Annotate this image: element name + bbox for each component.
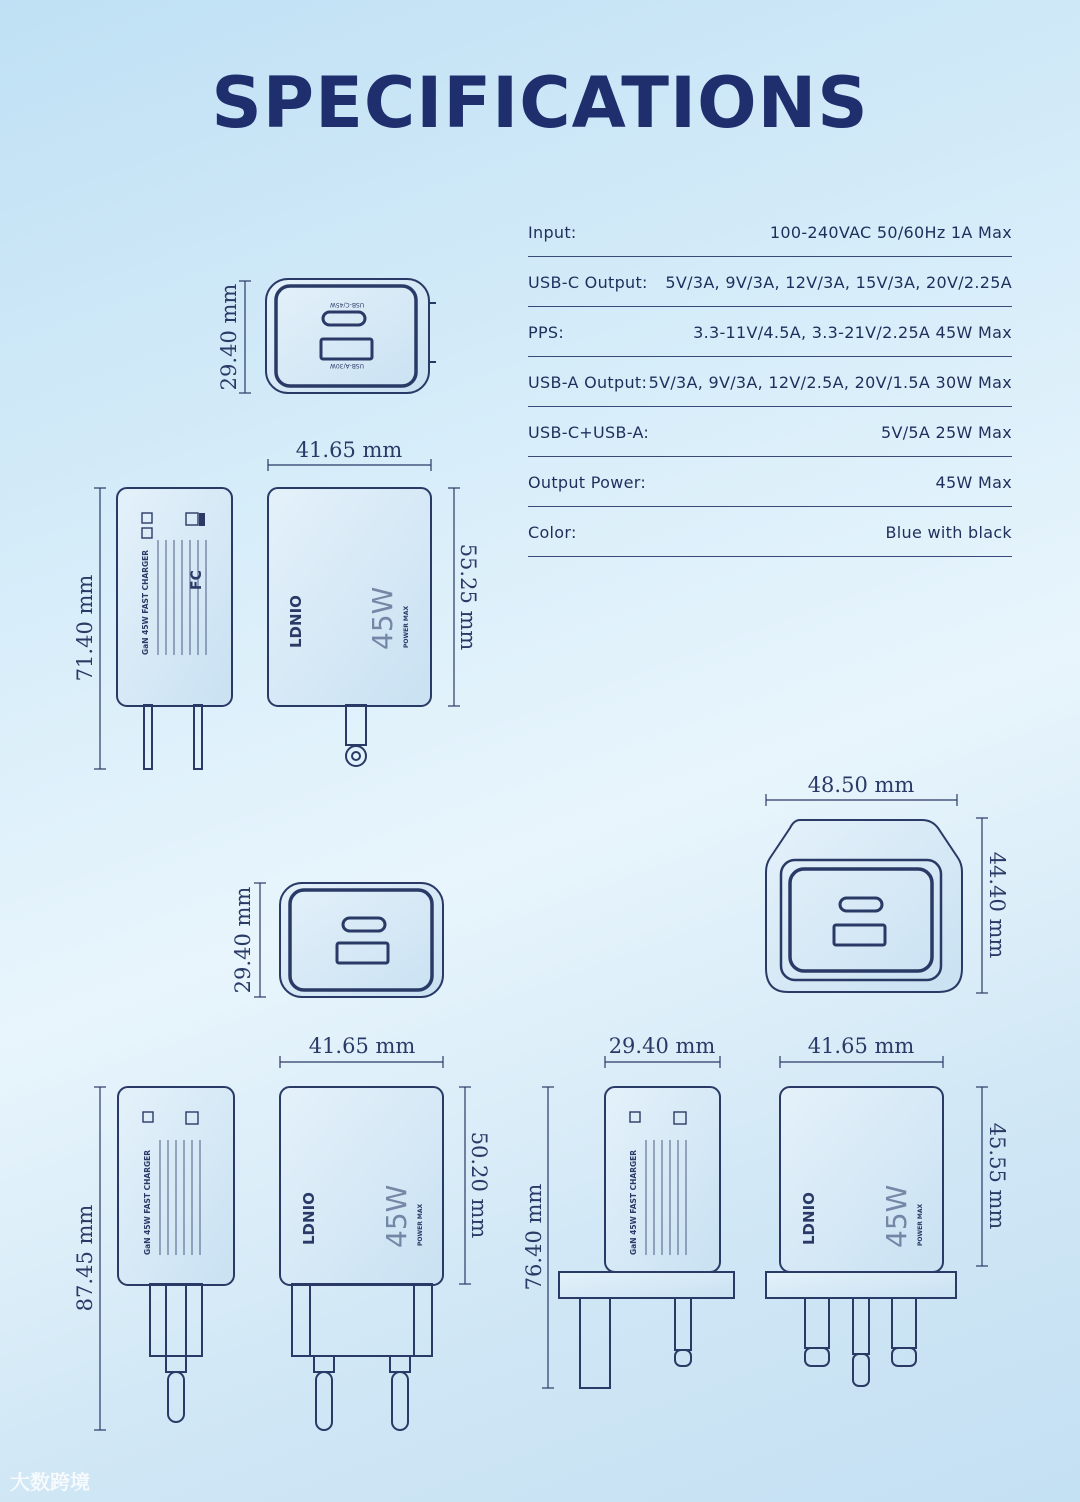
spec-value: 5V/5A 25W Max bbox=[881, 422, 1012, 442]
dim-label: 45.55 mm bbox=[985, 1122, 1009, 1230]
dim-label: 76.40 mm bbox=[522, 1183, 546, 1291]
spec-label: Color: bbox=[528, 522, 577, 542]
dim-label: 71.40 mm bbox=[73, 574, 97, 682]
uk-side-width-dimension bbox=[605, 1034, 720, 1068]
eu-charger-side-view bbox=[118, 1087, 234, 1422]
brand-logo: LDNIO bbox=[300, 1192, 318, 1245]
dim-label: 29.40 mm bbox=[608, 1034, 716, 1058]
spec-value: 100-240VAC 50/60Hz 1A Max bbox=[769, 222, 1012, 242]
power-max-text: POWER MAX bbox=[403, 605, 410, 648]
spec-value: 3.3-11V/4.5A, 3.3-21V/2.25A 45W Max bbox=[693, 322, 1012, 342]
eu-body-height-dimension bbox=[459, 1087, 491, 1284]
power-badge: 45W bbox=[366, 586, 399, 650]
us-body-height-dimension bbox=[448, 488, 480, 706]
eu-width-dimension bbox=[280, 1034, 443, 1068]
spec-label: USB-C Output: bbox=[528, 272, 648, 292]
svg-text:FC: FC bbox=[189, 570, 205, 590]
dim-label: 55.25 mm bbox=[456, 543, 480, 651]
label-title: GaN 45W FAST CHARGER bbox=[141, 549, 150, 655]
spec-value: 5V/3A, 9V/3A, 12V/2.5A, 20V/1.5A 30W Max bbox=[648, 372, 1012, 392]
label-title: GaN 45W FAST CHARGER bbox=[629, 1149, 638, 1255]
spec-label: USB-A Output: bbox=[528, 372, 648, 392]
power-badge: 45W bbox=[380, 1184, 413, 1248]
dim-label: 29.40 mm bbox=[217, 283, 241, 391]
uk-charger-side-view bbox=[559, 1087, 734, 1388]
page-title: SPECIFICATIONS bbox=[211, 62, 869, 144]
dim-label: 48.50 mm bbox=[807, 773, 915, 797]
dim-label: 44.40 mm bbox=[985, 851, 1009, 959]
eu-total-height-dimension bbox=[73, 1087, 106, 1430]
uk-total-height-dimension bbox=[522, 1087, 554, 1388]
power-max-text: POWER MAX bbox=[417, 1203, 424, 1246]
dim-label: 41.65 mm bbox=[807, 1034, 915, 1058]
uk-body-height-dimension bbox=[976, 1087, 1009, 1266]
dim-label: 50.20 mm bbox=[467, 1131, 491, 1239]
dim-label: 87.45 mm bbox=[73, 1204, 97, 1312]
spec-label: Input: bbox=[528, 222, 577, 242]
brand-logo: LDNIO bbox=[800, 1192, 818, 1245]
brand-logo: LDNIO bbox=[287, 595, 305, 648]
uk-charger-top-view bbox=[766, 820, 962, 992]
port-c-label: USB-C/45W bbox=[329, 301, 365, 308]
us-charger-top-view bbox=[266, 279, 436, 393]
watermark: 大数跨境 bbox=[10, 1470, 90, 1494]
spec-value: Blue with black bbox=[885, 522, 1012, 542]
us-top-height-dimension bbox=[217, 281, 251, 393]
spec-label: USB-C+USB-A: bbox=[528, 422, 650, 442]
uk-top-height-dimension bbox=[976, 818, 1009, 993]
uk-charger-front-view bbox=[766, 1087, 956, 1386]
us-charger-side-view bbox=[117, 488, 232, 769]
dim-label: 41.65 mm bbox=[295, 438, 403, 462]
spec-label: PPS: bbox=[528, 322, 565, 342]
spec-label: Output Power: bbox=[528, 472, 647, 492]
dim-label: 41.65 mm bbox=[308, 1034, 416, 1058]
power-badge: 45W bbox=[880, 1184, 913, 1248]
us-charger-front-view bbox=[268, 488, 431, 766]
uk-front-width-dimension bbox=[780, 1034, 943, 1068]
label-title: GaN 45W FAST CHARGER bbox=[143, 1149, 152, 1255]
dim-label: 29.40 mm bbox=[231, 886, 255, 994]
us-width-dimension bbox=[268, 438, 431, 471]
eu-charger-top-view bbox=[280, 883, 443, 997]
spec-value: 5V/3A, 9V/3A, 12V/3A, 15V/3A, 20V/2.25A bbox=[665, 272, 1012, 292]
uk-width-top-dimension bbox=[766, 773, 957, 806]
eu-top-height-dimension bbox=[231, 883, 266, 997]
eu-charger-front-view bbox=[280, 1087, 443, 1430]
power-max-text: POWER MAX bbox=[917, 1203, 924, 1246]
spec-value: 45W Max bbox=[935, 472, 1012, 492]
port-a-label: USB-A/30W bbox=[329, 362, 365, 369]
us-total-height-dimension bbox=[73, 488, 106, 769]
